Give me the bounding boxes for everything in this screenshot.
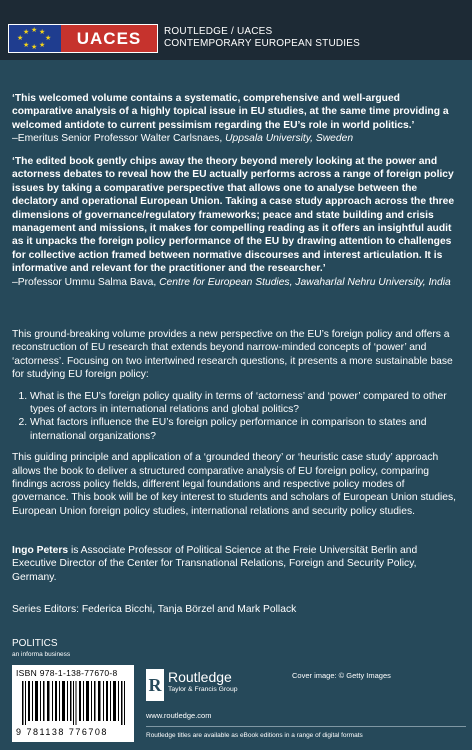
- barcode-icon: [22, 681, 126, 725]
- publisher-name: Routledge: [168, 669, 232, 685]
- footer-divider: [146, 726, 466, 727]
- quote-text: ‘This welcomed volume contains a systematic, comprehensive and well-argued comparative analysis of a highly topical issue in EU studies, at the same time providing a welcomed antidote to current pessimism regarding the EU’s role in world politics.’: [12, 93, 449, 131]
- barcode-number: 9 781138 776708: [16, 727, 108, 737]
- book-description: [12, 328, 462, 526]
- quote-attribution: –Emeritus Senior Professor Walter Carlsnaes, Uppsala University, Sweden: [12, 133, 354, 145]
- series-editors: Series Editors: Federica Bicchi, Tanja Börzel and Mark Pollack: [12, 604, 297, 615]
- informa-tagline: an informa business: [12, 651, 71, 658]
- series-title: [164, 26, 360, 50]
- isbn-text: ISBN 978-1-138-77670-8: [16, 668, 118, 678]
- research-questions-list: [12, 390, 462, 444]
- ebook-note: Routledge titles are available as eBook editions in a range of digital formats: [146, 732, 363, 739]
- author-bio-text: is Associate Professor of Political Science at the Freie Universität Berlin and Executive Director of the Center for Transnational Relations, Foreign and Security Policy, Germany.: [12, 545, 418, 583]
- description-paragraph-2: This guiding principle and application of a ‘grounded theory’ or ‘heuristic case study’ approach allows the book to deliver a structured comparative analysis of EU foreign policy, comparing findings across policy fields, different legal foundations and respective policy modes of governance. This book will be of key interest to students and scholars of European Union studies, European Union foreign policy studies, international relations and security policy studies.: [12, 452, 456, 517]
- quote-attribution: –Professor Ummu Salma Bava, Centre for European Studies, Jawaharlal Nehru University, India: [12, 276, 451, 288]
- list-item: 1. What is the EU’s foreign policy quality in terms of ‘actorness’ and ‘power’ compared to other types of actors in international relations and global politics?: [30, 390, 462, 417]
- series-line-2: CONTEMPORARY EUROPEAN STUDIES: [164, 38, 361, 49]
- svg-text:R: R: [148, 675, 162, 695]
- routledge-logo-icon: [146, 669, 164, 701]
- quote-text: ‘The edited book gently chips away the theory beyond merely looking at the power and actorness debates to reveal how the EU actually performs across a range of foreign policy issues by taking a comparative perspective that allows one to analyse between the declatory and operational European Union. Taking a case study approach across the three dimensions of governance/regulatory frameworks; peace and state building and crisis management and missions, it makes for compelling reading as it offers an insightful audit as it unpacks the foreign policy performance of the EU by drawing attention to challenges for collective action framed between normative discourses and interest articulation. It is informative and relevant for the practitioner and the researcher.’: [12, 156, 455, 275]
- endorsement-quote-2: [12, 155, 462, 289]
- description-paragraph-1: This ground-breaking volume provides a new perspective on the EU’s foreign policy and offers a reconstruction of EU research that extends beyond narrow-minded concepts of ‘power’ and ‘actorness’. Focusing on two intertwined research questions, it presents a more sustainable base for studying EU foreign policy:: [12, 329, 453, 381]
- back-cover-content: [0, 60, 472, 750]
- list-item: 2. What factors influence the EU’s foreign policy performance in comparison to states and international organizations?: [30, 416, 462, 443]
- header-band: [0, 0, 472, 60]
- eu-flag-icon: ★ ★ ★ ★ ★ ★ ★ ★: [9, 25, 61, 52]
- subject-category: POLITICS: [12, 638, 58, 649]
- cover-image-credit: Cover image: © Getty Images: [292, 671, 391, 680]
- uaces-wordmark: UACES: [61, 25, 157, 52]
- publisher-group: Taylor & Francis Group: [168, 686, 238, 693]
- isbn-barcode: [12, 665, 134, 742]
- publisher-url: www.routledge.com: [146, 711, 212, 720]
- series-line-1: ROUTLEDGE / UACES: [164, 26, 273, 37]
- endorsement-quote-1: [12, 92, 462, 146]
- author-bio: [12, 544, 462, 584]
- author-name: Ingo Peters: [12, 545, 69, 556]
- uaces-logo: [8, 24, 158, 53]
